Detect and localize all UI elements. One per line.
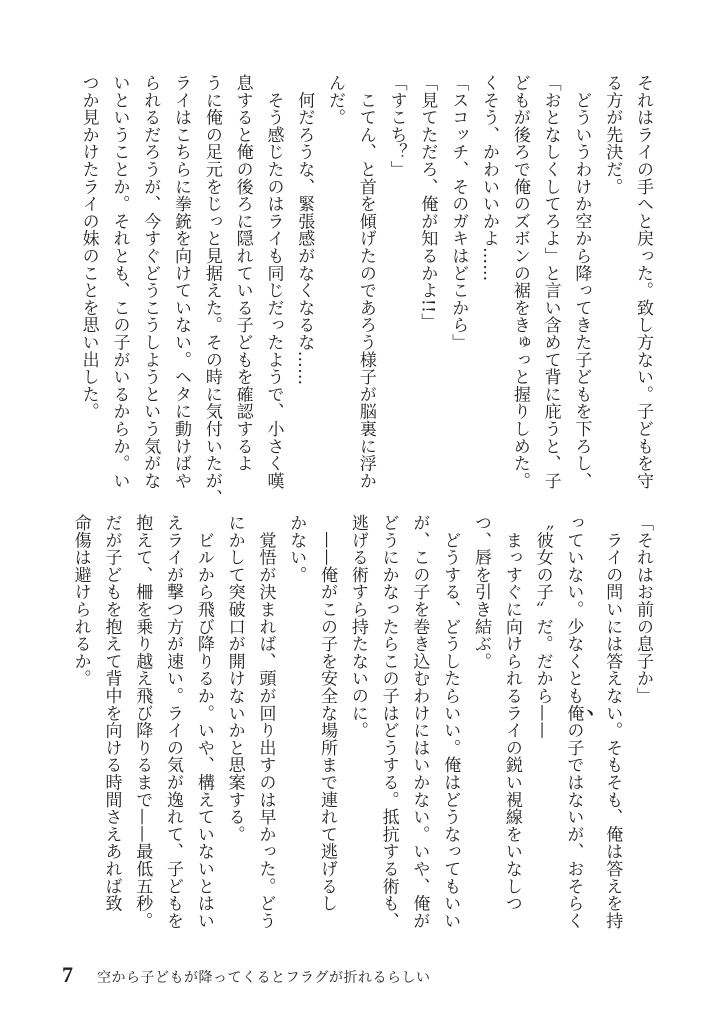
text-line: 「見てただろ、俺が知るかよ!!」: [417, 74, 438, 331]
text-line: 覚悟が決まれば、頭が回り出すのは早かった。どう: [255, 514, 276, 930]
text-line: うに俺の足元をじっと見据えた。その時に気付いたが、: [201, 74, 222, 507]
text-block-top: [73, 74, 658, 507]
text-line: そう感じたのはライも同じだったようで、小さく嘆: [263, 74, 284, 490]
text-line: ライはこちらに拳銃を向けていない。ヘタに動けばや: [171, 74, 192, 490]
text-line: どうにかなったらこの子はどうする。抵抗する術も、: [378, 514, 399, 930]
text-line: つか見かけたライの妹のことを思い出した。: [78, 74, 99, 420]
text-line: 息すると俺の後ろに隠れている子どもを確認するよ: [232, 74, 253, 472]
text-line: かない。: [286, 514, 307, 584]
text-line: 「おとなしくしてろよ」と言い含めて背に庇うと、子: [540, 74, 561, 490]
text-line: んだ。: [325, 74, 346, 126]
text-segment: っていない。少なくとも: [563, 514, 584, 705]
text-line: どうする、どうしたらいい。俺はどうなってもいい: [440, 514, 461, 930]
page-footer: [62, 962, 431, 988]
text-line: こてん、と首を傾げたのであろう様子が脳裏に浮か: [355, 74, 376, 490]
text-line: つ、唇を引き結ぶ。: [471, 514, 492, 670]
text-line: だが子どもを抱えて背中を向ける時間さえあれば致: [101, 514, 122, 912]
text-line: [558, 514, 597, 934]
text-line: 「すこち？」: [386, 74, 407, 178]
text-line: まっすぐに向けられるライの鋭い視線をいなしつ: [501, 514, 522, 912]
text-line: えライが撃つ方が速い。ライの気が逸れて、子どもを: [163, 514, 184, 930]
running-title: 空から子どもが降ってくるとフラグが折れるらしい: [97, 970, 431, 986]
text-line: いということか。それとも、この子がいるからか。い: [109, 74, 130, 490]
text-line: どもが後ろで俺のズボンの裾をきゅっと握りしめた。: [509, 74, 530, 490]
text-line: 「スコッチ、そのガキはどこから」: [448, 74, 469, 351]
text-line: られるだろうが、今すぐどうこうしようという気がな: [140, 74, 161, 490]
text-line: ライの問いには答えない。そもそも、俺は答えを持: [602, 514, 623, 930]
text-line: 逃げる術すら持たないのに。: [347, 514, 368, 739]
text-line: 命傷は避けられるか。: [70, 514, 91, 687]
emphasized-text: 俺: [563, 704, 584, 722]
text-line: が、この子を巻き込むわけにはいかない。いや、俺が: [409, 514, 430, 930]
text-line: ——俺がこの子を安全な場所まで連れて逃げるし: [317, 514, 338, 912]
text-line: る方が先決だ。: [602, 74, 623, 196]
page-number: 7: [62, 962, 73, 987]
text-line: 抱えて、柵を乗り越え飛び降りるまで——最低五秒。: [132, 514, 153, 930]
text-line: 「それはお前の息子か」: [633, 514, 653, 705]
text-line: それはライの手へと戻った。致し方ない。子どもを守: [633, 74, 653, 490]
text-line: 何だろうな、緊張感がなくなるな……: [294, 74, 315, 386]
text-segment: の子ではないが、おそらく: [563, 721, 584, 930]
text-line: どういうわけか空から降ってきた子どもを下ろし、: [571, 74, 592, 490]
text-line: くそう、かわいいかよ……: [479, 74, 500, 282]
text-line: 〝彼女の子〟だ。だから——: [532, 514, 553, 739]
text-block-bottom: [65, 514, 658, 934]
text-line: ビルから飛び降りるか。いや、構えていないとはい: [193, 514, 214, 930]
text-line: にかして突破口が開けないかと思案する。: [224, 514, 245, 843]
